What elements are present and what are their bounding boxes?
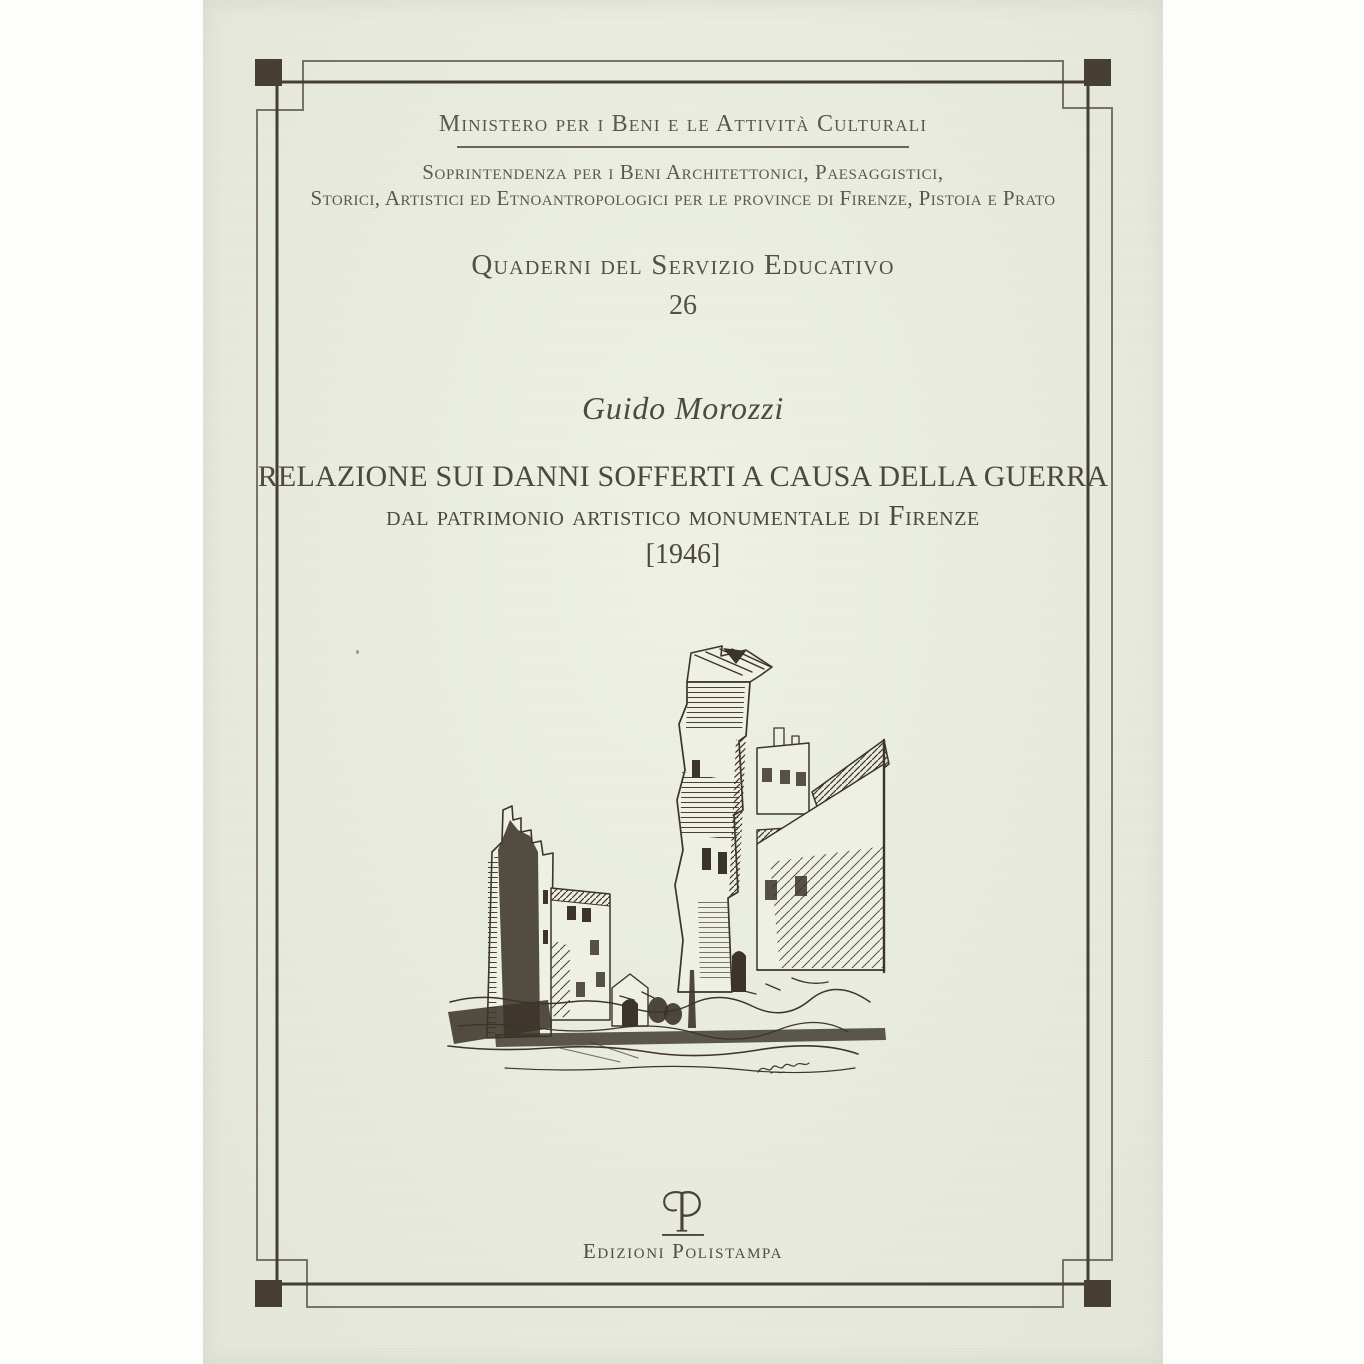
publisher-name: Edizioni Polistampa xyxy=(582,1239,784,1263)
corner-square-top-right xyxy=(1084,59,1111,86)
corner-square-top-left xyxy=(255,59,282,86)
ministry-underline xyxy=(457,146,909,148)
series-number: 26 xyxy=(669,290,697,321)
print-speck xyxy=(356,650,359,654)
ministry-line: Ministero per i Beni e le Attività Culturali xyxy=(438,111,928,137)
series-name: Quaderni del Servizio Educativo xyxy=(471,249,895,281)
right-buildings xyxy=(757,728,889,972)
ruins-ink-sketch xyxy=(440,640,890,1090)
soprintendenza-line-2: Storici, Artistici ed Etnoantropologici per le province di Firenze, Pistoia e Prato xyxy=(310,186,1056,210)
title-year: [1946] xyxy=(645,539,721,570)
corner-square-bottom-left xyxy=(255,1280,282,1307)
soprintendenza-line-1: Soprintendenza per i Beni Architettonici, Paesaggistici, xyxy=(422,160,944,184)
corner-square-bottom-right xyxy=(1084,1280,1111,1307)
title-line-1: RELAZIONE SUI DANNI SOFFERTI A CAUSA DELLA GUERRA xyxy=(257,460,1109,493)
cover-paper xyxy=(203,0,1163,1364)
polistampa-monogram-icon xyxy=(660,1188,706,1238)
mid-building xyxy=(551,888,610,1020)
author-name: Guido Morozzi xyxy=(581,390,785,426)
title-line-2: dal patrimonio artistico monumentale di Firenze xyxy=(386,500,980,532)
